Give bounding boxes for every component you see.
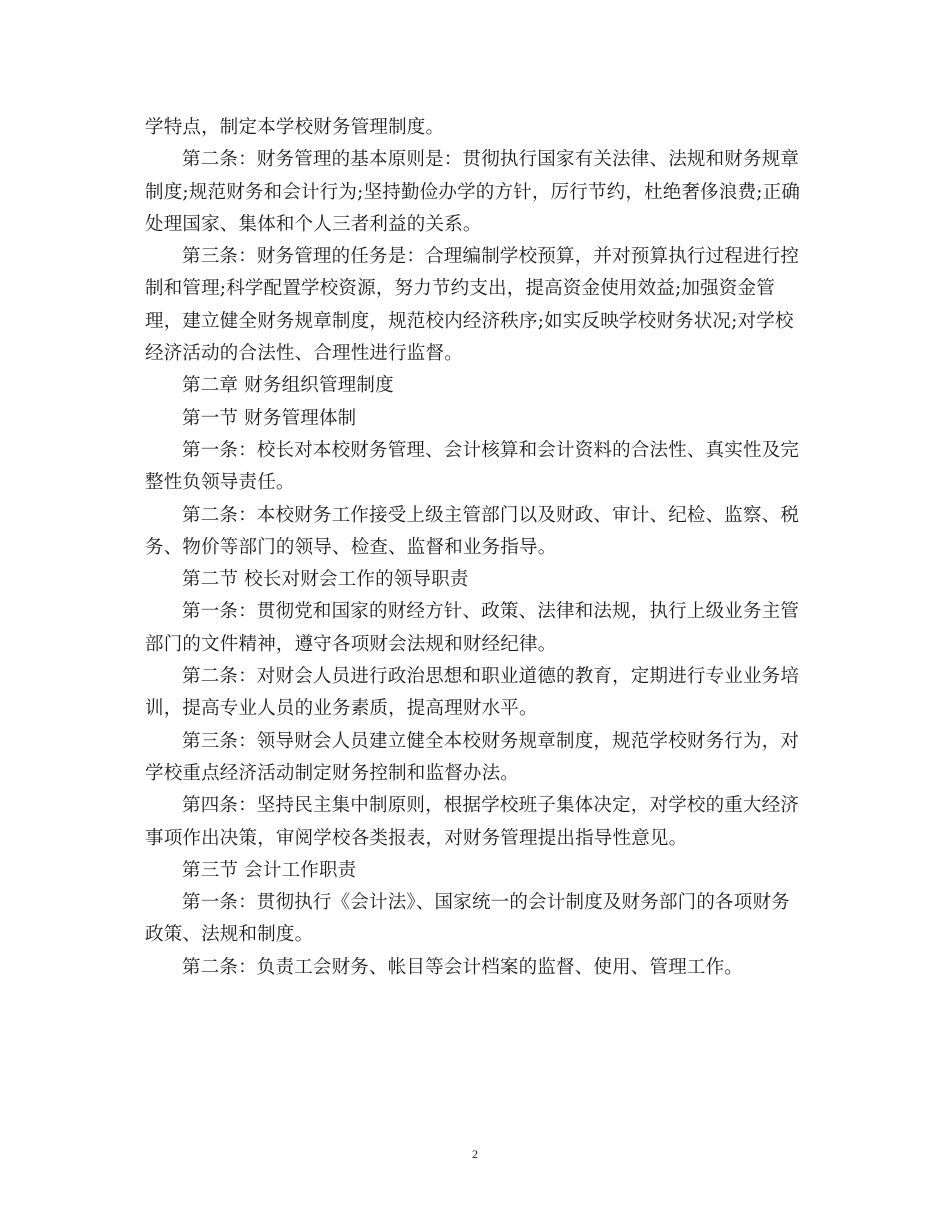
text-line: 第二章 财务组织管理制度 [182,375,394,397]
text-line: 第三条：财务管理的任务是：合理编制学校预算，并对预算执行过程进行控 [182,246,800,268]
text-line: 第一节 财务管理体制 [182,407,357,429]
text-line: 处理国家、集体和个人三者利益的关系。 [145,213,482,235]
text-line: 第一条：贯彻党和国家的财经方针、政策、法律和法规，执行上级业务主管 [182,601,800,623]
text-line: 第三条：领导财会人员建立健全本校财务规章制度，规范学校财务行为，对 [182,730,800,752]
text-line: 第四条：坚持民主集中制原则，根据学校班子集体决定，对学校的重大经济 [182,795,800,817]
page-number: 2 [472,1147,478,1161]
text-line: 经济活动的合法性、合理性进行监督。 [145,343,463,365]
document-body [145,112,807,984]
text-line: 学校重点经济活动制定财务控制和监督办法。 [145,762,520,784]
text-line: 训，提高专业人员的业务素质，提高理财水平。 [145,698,538,720]
text-line: 第一条：校长对本校财务管理、会计核算和会计资料的合法性、真实性及完 [182,439,800,461]
text-line: 事项作出决策，审阅学校各类报表，对财务管理提出指导性意见。 [145,827,688,849]
text-line: 理，建立健全财务规章制度，规范校内经济秩序;如实反映学校财务状况;对学校 [145,310,794,332]
text-line: 第二条：本校财务工作接受上级主管部门以及财政、审计、纪检、监察、税 [182,504,800,526]
text-line: 政策、法规和制度。 [145,924,314,946]
text-line: 整性负领导责任。 [145,472,295,494]
text-line: 第一条：贯彻执行《会计法》、国家统一的会计制度及财务部门的各项财务 [182,892,790,914]
text-line: 第二条：财务管理的基本原则是：贯彻执行国家有关法律、法规和财务规章 [182,149,800,171]
text-line: 制度;规范财务和会计行为;坚持勤俭办学的方针，厉行节约，杜绝奢侈浪费;正确 [145,181,801,203]
text-line: 制和管理;科学配置学校资源，努力节约支出，提高资金使用效益;加强资金管 [145,278,775,300]
text-line: 第二条：负责工会财务、帐目等会计档案的监督、使用、管理工作。 [182,956,744,978]
text-line: 学特点，制定本学校财务管理制度。 [145,117,445,138]
text-line: 部门的文件精神，遵守各项财会法规和财经纪律。 [145,633,557,655]
text-line: 第三节 会计工作职责 [182,859,357,881]
text-line: 第二条：对财会人员进行政治思想和职业道德的教育，定期进行专业业务培 [182,666,800,688]
text-line: 务、物价等部门的领导、检查、监督和业务指导。 [145,536,557,558]
text-line: 第二节 校长对财会工作的领导职责 [182,569,469,591]
